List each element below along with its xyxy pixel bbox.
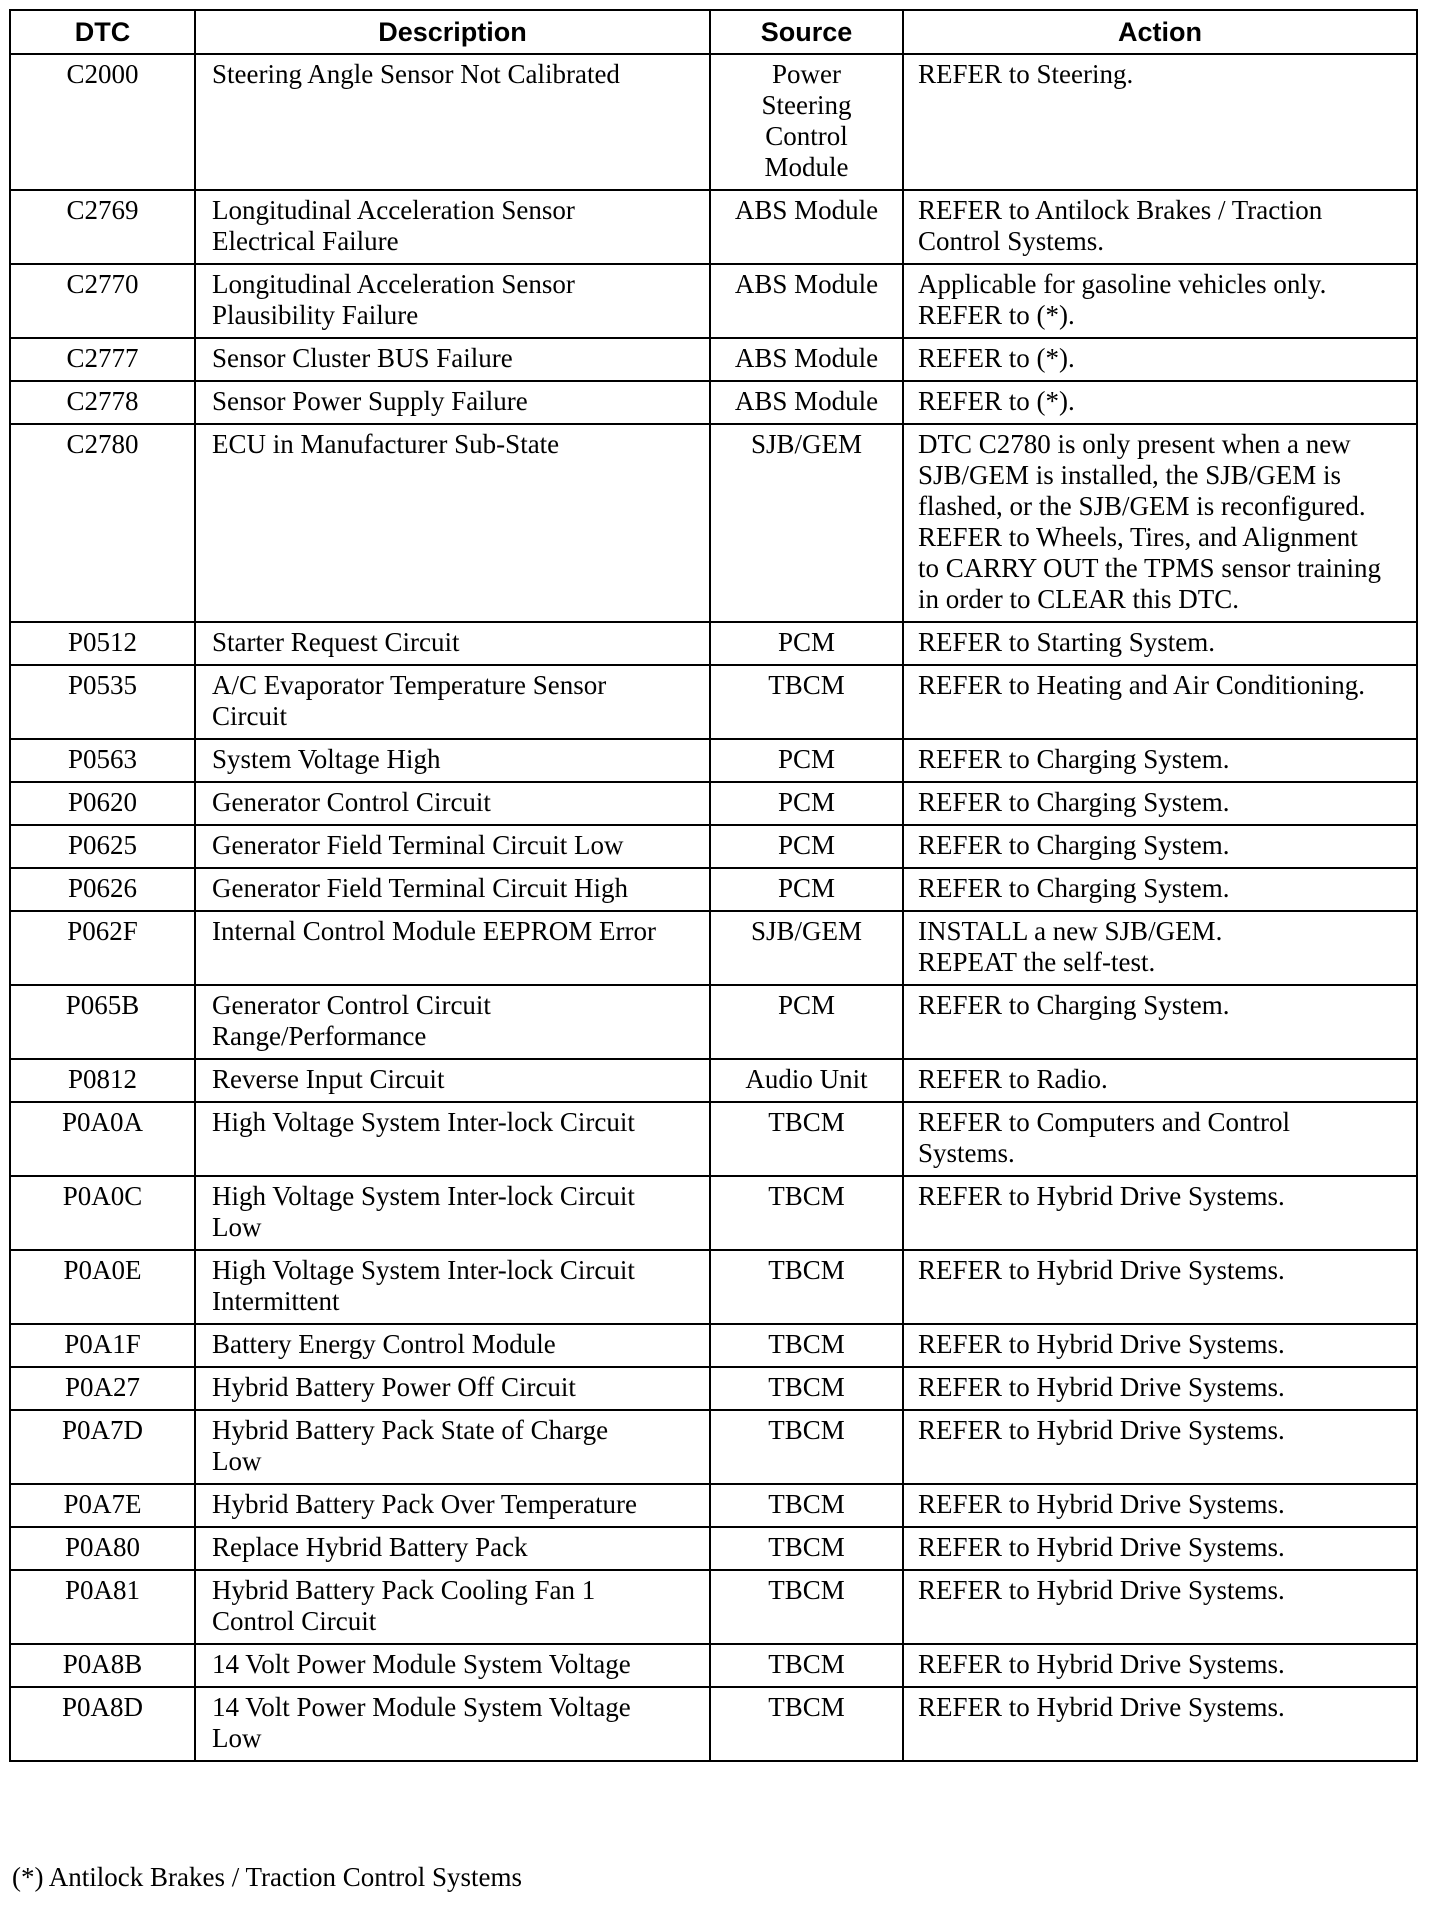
table-row xyxy=(10,1570,1417,1644)
table-row xyxy=(10,1410,1417,1484)
table-body xyxy=(10,54,1417,1761)
cell-dtc: P0A1F xyxy=(10,1324,195,1367)
cell-action: REFER to Hybrid Drive Systems. xyxy=(903,1410,1417,1484)
cell-source: PCM xyxy=(710,985,903,1059)
cell-description: Hybrid Battery Pack Cooling Fan 1 Control Circuit xyxy=(195,1570,710,1644)
cell-action: REFER to (*). xyxy=(903,381,1417,424)
table-row xyxy=(10,338,1417,381)
cell-source: TBCM xyxy=(710,1527,903,1570)
cell-description: Generator Field Terminal Circuit Low xyxy=(195,825,710,868)
cell-source: ABS Module xyxy=(710,264,903,338)
table-row xyxy=(10,1484,1417,1527)
cell-action: REFER to Steering. xyxy=(903,54,1417,190)
cell-dtc: P0A0A xyxy=(10,1102,195,1176)
table-row xyxy=(10,825,1417,868)
table-row xyxy=(10,985,1417,1059)
dtc-table xyxy=(9,9,1418,1762)
cell-source: PCM xyxy=(710,782,903,825)
cell-source: PCM xyxy=(710,739,903,782)
cell-source: Audio Unit xyxy=(710,1059,903,1102)
cell-source: ABS Module xyxy=(710,190,903,264)
cell-description: Generator Control Circuit xyxy=(195,782,710,825)
cell-action: INSTALL a new SJB/GEM. REPEAT the self-test. xyxy=(903,911,1417,985)
table-row xyxy=(10,190,1417,264)
cell-description: Reverse Input Circuit xyxy=(195,1059,710,1102)
cell-description: System Voltage High xyxy=(195,739,710,782)
cell-action: REFER to Charging System. xyxy=(903,985,1417,1059)
cell-source: TBCM xyxy=(710,1102,903,1176)
cell-dtc: P0A7D xyxy=(10,1410,195,1484)
table-row xyxy=(10,1250,1417,1324)
cell-source: Power Steering Control Module xyxy=(710,54,903,190)
cell-source: TBCM xyxy=(710,665,903,739)
header-dtc: DTC xyxy=(10,10,195,54)
cell-dtc: P0A80 xyxy=(10,1527,195,1570)
cell-description: Steering Angle Sensor Not Calibrated xyxy=(195,54,710,190)
cell-action: REFER to Starting System. xyxy=(903,622,1417,665)
table-row xyxy=(10,1367,1417,1410)
table-row xyxy=(10,739,1417,782)
table-header-row xyxy=(10,10,1417,54)
cell-dtc: P0512 xyxy=(10,622,195,665)
cell-source: SJB/GEM xyxy=(710,424,903,622)
cell-description: Longitudinal Acceleration Sensor Plausibility Failure xyxy=(195,264,710,338)
table-row xyxy=(10,1324,1417,1367)
table-row xyxy=(10,1527,1417,1570)
cell-action: REFER to Charging System. xyxy=(903,782,1417,825)
cell-description: Hybrid Battery Pack Over Temperature xyxy=(195,1484,710,1527)
cell-action: REFER to Heating and Air Conditioning. xyxy=(903,665,1417,739)
cell-description: High Voltage System Inter-lock Circuit Low xyxy=(195,1176,710,1250)
cell-description: Generator Control Circuit Range/Performance xyxy=(195,985,710,1059)
cell-dtc: C2778 xyxy=(10,381,195,424)
header-action: Action xyxy=(903,10,1417,54)
cell-action: REFER to Charging System. xyxy=(903,825,1417,868)
cell-source: TBCM xyxy=(710,1367,903,1410)
cell-source: TBCM xyxy=(710,1324,903,1367)
cell-action: REFER to Antilock Brakes / Traction Control Systems. xyxy=(903,190,1417,264)
cell-description: 14 Volt Power Module System Voltage xyxy=(195,1644,710,1687)
table-row xyxy=(10,782,1417,825)
cell-description: Internal Control Module EEPROM Error xyxy=(195,911,710,985)
cell-dtc: C2769 xyxy=(10,190,195,264)
cell-description: Sensor Power Supply Failure xyxy=(195,381,710,424)
cell-dtc: C2780 xyxy=(10,424,195,622)
cell-action: REFER to Hybrid Drive Systems. xyxy=(903,1644,1417,1687)
cell-dtc: C2000 xyxy=(10,54,195,190)
cell-dtc: P0626 xyxy=(10,868,195,911)
table-row xyxy=(10,868,1417,911)
cell-dtc: P065B xyxy=(10,985,195,1059)
table-row xyxy=(10,1687,1417,1761)
cell-source: TBCM xyxy=(710,1687,903,1761)
footnote: (*) Antilock Brakes / Traction Control Systems xyxy=(12,1862,522,1892)
cell-dtc: C2770 xyxy=(10,264,195,338)
header-source: Source xyxy=(710,10,903,54)
cell-dtc: P0A8D xyxy=(10,1687,195,1761)
cell-dtc: P0625 xyxy=(10,825,195,868)
cell-source: TBCM xyxy=(710,1250,903,1324)
cell-description: Hybrid Battery Pack State of Charge Low xyxy=(195,1410,710,1484)
cell-dtc: P0535 xyxy=(10,665,195,739)
cell-action: REFER to Hybrid Drive Systems. xyxy=(903,1250,1417,1324)
cell-action: DTC C2780 is only present when a new SJB/GEM is installed, the SJB/GEM is flashed, or the SJB/GEM is reconfigured. REFER to Wheels, Tires, and Alignment to CARRY OUT the TPMS sensor training in order to CLEAR this DTC. xyxy=(903,424,1417,622)
cell-source: ABS Module xyxy=(710,381,903,424)
cell-source: TBCM xyxy=(710,1484,903,1527)
cell-source: TBCM xyxy=(710,1644,903,1687)
table-row xyxy=(10,622,1417,665)
cell-action: REFER to Hybrid Drive Systems. xyxy=(903,1687,1417,1761)
cell-source: SJB/GEM xyxy=(710,911,903,985)
cell-action: REFER to Hybrid Drive Systems. xyxy=(903,1176,1417,1250)
cell-description: 14 Volt Power Module System Voltage Low xyxy=(195,1687,710,1761)
cell-action: REFER to Charging System. xyxy=(903,739,1417,782)
cell-action: REFER to Hybrid Drive Systems. xyxy=(903,1570,1417,1644)
table-row xyxy=(10,1644,1417,1687)
cell-description: ECU in Manufacturer Sub-State xyxy=(195,424,710,622)
cell-description: A/C Evaporator Temperature Sensor Circuit xyxy=(195,665,710,739)
cell-description: Starter Request Circuit xyxy=(195,622,710,665)
cell-source: PCM xyxy=(710,825,903,868)
cell-description: High Voltage System Inter-lock Circuit Intermittent xyxy=(195,1250,710,1324)
table-row xyxy=(10,424,1417,622)
cell-description: Replace Hybrid Battery Pack xyxy=(195,1527,710,1570)
cell-dtc: P0812 xyxy=(10,1059,195,1102)
cell-action: REFER to Radio. xyxy=(903,1059,1417,1102)
table-row xyxy=(10,911,1417,985)
cell-description: Longitudinal Acceleration Sensor Electrical Failure xyxy=(195,190,710,264)
cell-source: ABS Module xyxy=(710,338,903,381)
cell-source: TBCM xyxy=(710,1410,903,1484)
cell-dtc: P0A81 xyxy=(10,1570,195,1644)
cell-action: REFER to (*). xyxy=(903,338,1417,381)
table-row xyxy=(10,264,1417,338)
cell-action: REFER to Hybrid Drive Systems. xyxy=(903,1527,1417,1570)
cell-source: TBCM xyxy=(710,1176,903,1250)
cell-description: Battery Energy Control Module xyxy=(195,1324,710,1367)
cell-dtc: P0620 xyxy=(10,782,195,825)
table-row xyxy=(10,381,1417,424)
table-row xyxy=(10,1059,1417,1102)
cell-description: Sensor Cluster BUS Failure xyxy=(195,338,710,381)
table-row xyxy=(10,54,1417,190)
cell-action: REFER to Hybrid Drive Systems. xyxy=(903,1484,1417,1527)
cell-action: Applicable for gasoline vehicles only. REFER to (*). xyxy=(903,264,1417,338)
cell-source: PCM xyxy=(710,868,903,911)
cell-action: REFER to Hybrid Drive Systems. xyxy=(903,1367,1417,1410)
cell-dtc: P0563 xyxy=(10,739,195,782)
header-description: Description xyxy=(195,10,710,54)
cell-dtc: P0A27 xyxy=(10,1367,195,1410)
cell-dtc: P0A0C xyxy=(10,1176,195,1250)
cell-source: PCM xyxy=(710,622,903,665)
cell-action: REFER to Charging System. xyxy=(903,868,1417,911)
table-row xyxy=(10,1176,1417,1250)
cell-source: TBCM xyxy=(710,1570,903,1644)
cell-action: REFER to Computers and Control Systems. xyxy=(903,1102,1417,1176)
cell-description: Hybrid Battery Power Off Circuit xyxy=(195,1367,710,1410)
cell-dtc: P062F xyxy=(10,911,195,985)
cell-dtc: P0A0E xyxy=(10,1250,195,1324)
cell-dtc: P0A7E xyxy=(10,1484,195,1527)
cell-dtc: P0A8B xyxy=(10,1644,195,1687)
cell-description: High Voltage System Inter-lock Circuit xyxy=(195,1102,710,1176)
cell-action: REFER to Hybrid Drive Systems. xyxy=(903,1324,1417,1367)
table-row xyxy=(10,1102,1417,1176)
cell-description: Generator Field Terminal Circuit High xyxy=(195,868,710,911)
table-row xyxy=(10,665,1417,739)
cell-dtc: C2777 xyxy=(10,338,195,381)
